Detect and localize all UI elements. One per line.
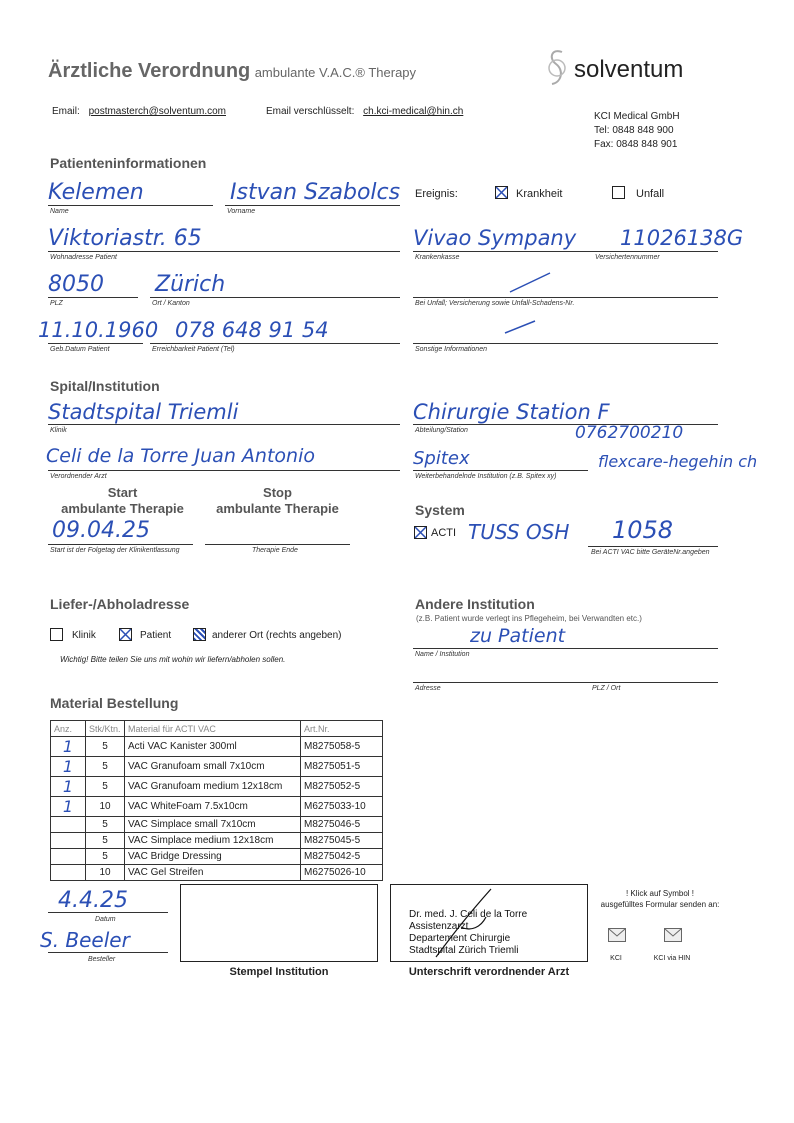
stempel-box[interactable]	[180, 884, 378, 962]
stk-cell: 5	[86, 777, 125, 797]
header-art: Art.Nr.	[301, 721, 383, 737]
liefer-anderer-checkbox[interactable]	[193, 628, 206, 641]
krankheit-label: Krankheit	[516, 188, 563, 200]
geraet-note: Bei ACTI VAC bitte GeräteNr.angeben	[591, 549, 710, 556]
checkmark-icon	[120, 629, 131, 640]
name-label: Name	[50, 208, 69, 215]
stempel-label: Stempel Institution	[229, 966, 329, 978]
title-bold: Ärztliche Verordnung	[48, 60, 251, 82]
name-value[interactable]: Kelemen	[48, 180, 144, 205]
stk-cell: 5	[86, 757, 125, 777]
anz-cell[interactable]: 1	[51, 757, 86, 777]
art-cell: M8275051-5	[301, 757, 383, 777]
unterschrift-box[interactable]	[390, 884, 588, 962]
art-cell: M6275026-10	[301, 865, 383, 881]
stop-heading-1: Stop	[263, 485, 292, 500]
stop-heading	[205, 485, 350, 517]
stamp-line-1: Dr. med. J. Celi de la Torre	[409, 909, 528, 920]
besteller-value[interactable]: S. Beeler	[40, 928, 130, 952]
stamp-line-2: Assistenzarzt	[409, 921, 469, 932]
table-row	[51, 797, 383, 817]
stk-cell: 10	[86, 797, 125, 817]
stop-heading-2: ambulante Therapie	[216, 501, 339, 516]
adresse-label: Wohnadresse Patient	[50, 254, 117, 261]
acti-label: ACTI	[431, 527, 457, 539]
vorname-value[interactable]: Istvan Szabolcs	[230, 180, 401, 205]
start-heading-2: ambulante Therapie	[61, 501, 184, 516]
art-cell: M6275033-10	[301, 797, 383, 817]
plz-line	[48, 297, 138, 298]
liefer-hint: Wichtig! Bitte teilen Sie uns mit wohin wir liefern/abholen sollen.	[60, 655, 286, 664]
sonstige-label: Sonstige Informationen	[415, 346, 487, 353]
weiter-value-2[interactable]: flexcare-hegehin ch	[598, 452, 758, 471]
stk-cell: 5	[86, 833, 125, 849]
table-row	[51, 849, 383, 865]
besteller-label: Besteller	[88, 956, 116, 963]
table-row	[51, 777, 383, 797]
title-rest: ambulante V.A.C.® Therapy	[254, 65, 417, 80]
unfall-info-line	[413, 297, 718, 298]
andere-name-line	[413, 648, 718, 649]
abteilung-label: Abteilung/Station	[415, 427, 468, 434]
ende-label: Therapie Ende	[252, 547, 298, 554]
strike-mark-icon	[505, 270, 555, 295]
ende-line	[205, 544, 350, 545]
material-table	[50, 720, 383, 881]
unterschrift-label: Unterschrift verordnender Arzt	[408, 966, 570, 978]
geb-line	[48, 343, 143, 344]
company-tel: Tel: 0848 848 900	[594, 125, 674, 136]
weiter-value[interactable]: Spitex	[413, 448, 470, 469]
geraet-value[interactable]: 1058	[612, 516, 674, 544]
ort-label: Ort / Kanton	[152, 300, 190, 307]
krankheit-checkbox[interactable]	[495, 186, 508, 199]
stk-cell: 5	[86, 817, 125, 833]
signature-icon	[431, 887, 501, 959]
kasse-label: Krankenkasse	[415, 254, 460, 261]
andere-name-label: Name / Institution	[415, 651, 470, 658]
material-cell: VAC Granufoam small 7x10cm	[125, 757, 301, 777]
header-stk: Stk/Ktn.	[86, 721, 125, 737]
unfall-checkbox[interactable]	[612, 186, 625, 199]
start-heading-1: Start	[107, 485, 138, 500]
tel-value[interactable]: 078 648 91 54	[175, 318, 329, 342]
logo-text: solventum	[574, 56, 684, 83]
abteilung-tel[interactable]: 0762700210	[575, 423, 684, 443]
material-section-title: Material Bestellung	[50, 695, 179, 711]
art-cell: M8275046-5	[301, 817, 383, 833]
material-cell: VAC Bridge Dressing	[125, 849, 301, 865]
material-cell: VAC Gel Streifen	[125, 865, 301, 881]
email-label: Email:	[52, 106, 80, 117]
checkmark-icon	[415, 527, 426, 538]
liefer-section-title: Liefer-/Abholadresse	[50, 596, 190, 612]
tel-line	[150, 343, 400, 344]
adresse-line	[48, 251, 400, 252]
arzt-label: Verordnender Arzt	[50, 473, 107, 480]
start-line	[48, 544, 193, 545]
anz-cell[interactable]	[51, 849, 86, 865]
header-material: Material für ACTI VAC	[125, 721, 301, 737]
andere-hint: (z.B. Patient wurde verlegt ins Pflegeheim, bei Verwandten etc.)	[416, 614, 642, 623]
material-cell: VAC Granufoam medium 12x18cm	[125, 777, 301, 797]
art-cell: M8275058-5	[301, 737, 383, 757]
company-name: KCI Medical GmbH	[594, 111, 680, 122]
kasse-line	[413, 251, 718, 252]
kasse-value[interactable]: Vivao Sympany	[413, 226, 577, 250]
start-note: Start ist der Folgetag der Klinikentlassung	[50, 547, 180, 554]
geb-value[interactable]: 11.10.1960	[38, 318, 159, 342]
send-hint	[590, 888, 730, 910]
device-value[interactable]: TUSS OSH	[468, 520, 570, 544]
arzt-value[interactable]: Celi de la Torre Juan Antonio	[46, 445, 315, 467]
anz-cell[interactable]: 1	[51, 737, 86, 757]
weiter-line	[413, 470, 588, 471]
kci-hin-label: KCI via HIN	[653, 955, 691, 962]
klinik-label: Klinik	[50, 427, 67, 434]
name-line	[48, 205, 213, 206]
material-cell: VAC Simplace medium 12x18cm	[125, 833, 301, 849]
adresse-value[interactable]: Viktoriastr. 65	[48, 226, 202, 251]
header-anz: Anz.	[51, 721, 86, 737]
anz-cell[interactable]	[51, 865, 86, 881]
page-title	[48, 60, 416, 83]
checkmark-icon	[496, 187, 507, 198]
liefer-anderer-label: anderer Ort (rechts angeben)	[212, 630, 342, 641]
material-cell: VAC WhiteFoam 7.5x10cm	[125, 797, 301, 817]
art-cell: M8275045-5	[301, 833, 383, 849]
start-value[interactable]: 09.04.25	[52, 518, 150, 543]
material-cell: VAC Simplace small 7x10cm	[125, 817, 301, 833]
andere-name-value[interactable]: zu Patient	[470, 625, 566, 647]
anz-cell[interactable]: 1	[51, 777, 86, 797]
weiter-label: Weiterbehandelnde Institution (z.B. Spitex xy)	[415, 473, 557, 480]
kci-mail-icon[interactable]	[608, 928, 626, 942]
liefer-klinik-checkbox[interactable]	[50, 628, 63, 641]
material-header-row	[51, 721, 383, 737]
stk-cell: 10	[86, 865, 125, 881]
anz-cell[interactable]: 1	[51, 797, 86, 817]
liefer-patient-checkbox[interactable]	[119, 628, 132, 641]
liefer-klinik-label: Klinik	[72, 630, 96, 641]
klinik-line	[48, 424, 400, 425]
art-cell: M8275042-5	[301, 849, 383, 865]
patient-section-title: Patienteninformationen	[50, 155, 207, 171]
unfall-label: Unfall	[636, 188, 665, 200]
table-row	[51, 737, 383, 757]
vorname-line	[225, 205, 400, 206]
datum-label: Datum	[95, 916, 116, 923]
company-info	[594, 110, 680, 152]
besteller-line	[48, 952, 168, 953]
art-cell: M8275052-5	[301, 777, 383, 797]
andere-section-title: Andere Institution	[415, 596, 535, 612]
klick-hint: ! Klick auf Symbol !	[625, 889, 695, 898]
vnr-value[interactable]: 11026138G	[620, 226, 744, 250]
system-section-title: System	[415, 502, 465, 518]
vnr-label: Versichertennummer	[595, 254, 660, 261]
spital-section-title: Spital/Institution	[50, 378, 160, 394]
material-cell: Acti VAC Kanister 300ml	[125, 737, 301, 757]
andere-plz-label: PLZ / Ort	[592, 685, 621, 692]
anz-cell[interactable]	[51, 817, 86, 833]
company-fax: Fax: 0848 848 901	[594, 139, 678, 150]
liefer-patient-label: Patient	[140, 630, 172, 641]
send-to-hint: ausgefülltes Formular senden an:	[600, 900, 720, 909]
solventum-logo-icon	[546, 48, 568, 88]
ereignis-label: Ereignis:	[415, 188, 458, 200]
sonstige-line	[413, 343, 718, 344]
tel-label: Erreichbarkeit Patient (Tel)	[152, 346, 235, 353]
table-row	[51, 833, 383, 849]
table-row	[51, 817, 383, 833]
geb-label: Geb.Datum Patient	[50, 346, 110, 353]
plz-value[interactable]: 8050	[48, 272, 104, 297]
start-heading	[50, 485, 195, 517]
kci-label: KCI	[610, 955, 622, 962]
stk-cell: 5	[86, 849, 125, 865]
andere-adresse-label: Adresse	[415, 685, 441, 692]
email-enc-row	[266, 106, 463, 117]
table-row	[51, 757, 383, 777]
ort-line	[150, 297, 400, 298]
email-enc-label: Email verschlüsselt:	[266, 106, 355, 117]
stamp-line-3: Departement Chirurgie	[409, 933, 511, 944]
table-row	[51, 865, 383, 881]
ort-value[interactable]: Zürich	[155, 272, 226, 297]
stamp-line-4: Stadtspital Zürich Triemli	[409, 945, 519, 956]
unfall-info-label: Bei Unfall; Versicherung sowie Unfall-Schadens-Nr.	[415, 300, 575, 307]
strike-mark-icon-2	[500, 318, 540, 336]
email-enc-link[interactable]: ch.kci-medical@hin.ch	[363, 106, 464, 117]
arzt-line	[48, 470, 400, 471]
andere-adresse-line	[413, 682, 718, 683]
klinik-value[interactable]: Stadtspital Triemli	[48, 400, 239, 424]
kci-hin-mail-icon[interactable]	[664, 928, 682, 942]
anz-cell[interactable]	[51, 833, 86, 849]
vorname-label: Vorname	[227, 208, 256, 215]
stk-cell: 5	[86, 737, 125, 757]
abteilung-value[interactable]: Chirurgie Station F	[413, 400, 610, 424]
geraet-line	[588, 546, 718, 547]
envelope-icon	[665, 929, 681, 941]
datum-line	[48, 912, 168, 913]
datum-value[interactable]: 4.4.25	[58, 888, 128, 913]
envelope-icon	[609, 929, 625, 941]
email-link[interactable]: postmasterch@solventum.com	[88, 106, 226, 117]
acti-checkbox[interactable]	[414, 526, 427, 539]
plz-label: PLZ	[50, 300, 63, 307]
email-row	[52, 106, 226, 117]
